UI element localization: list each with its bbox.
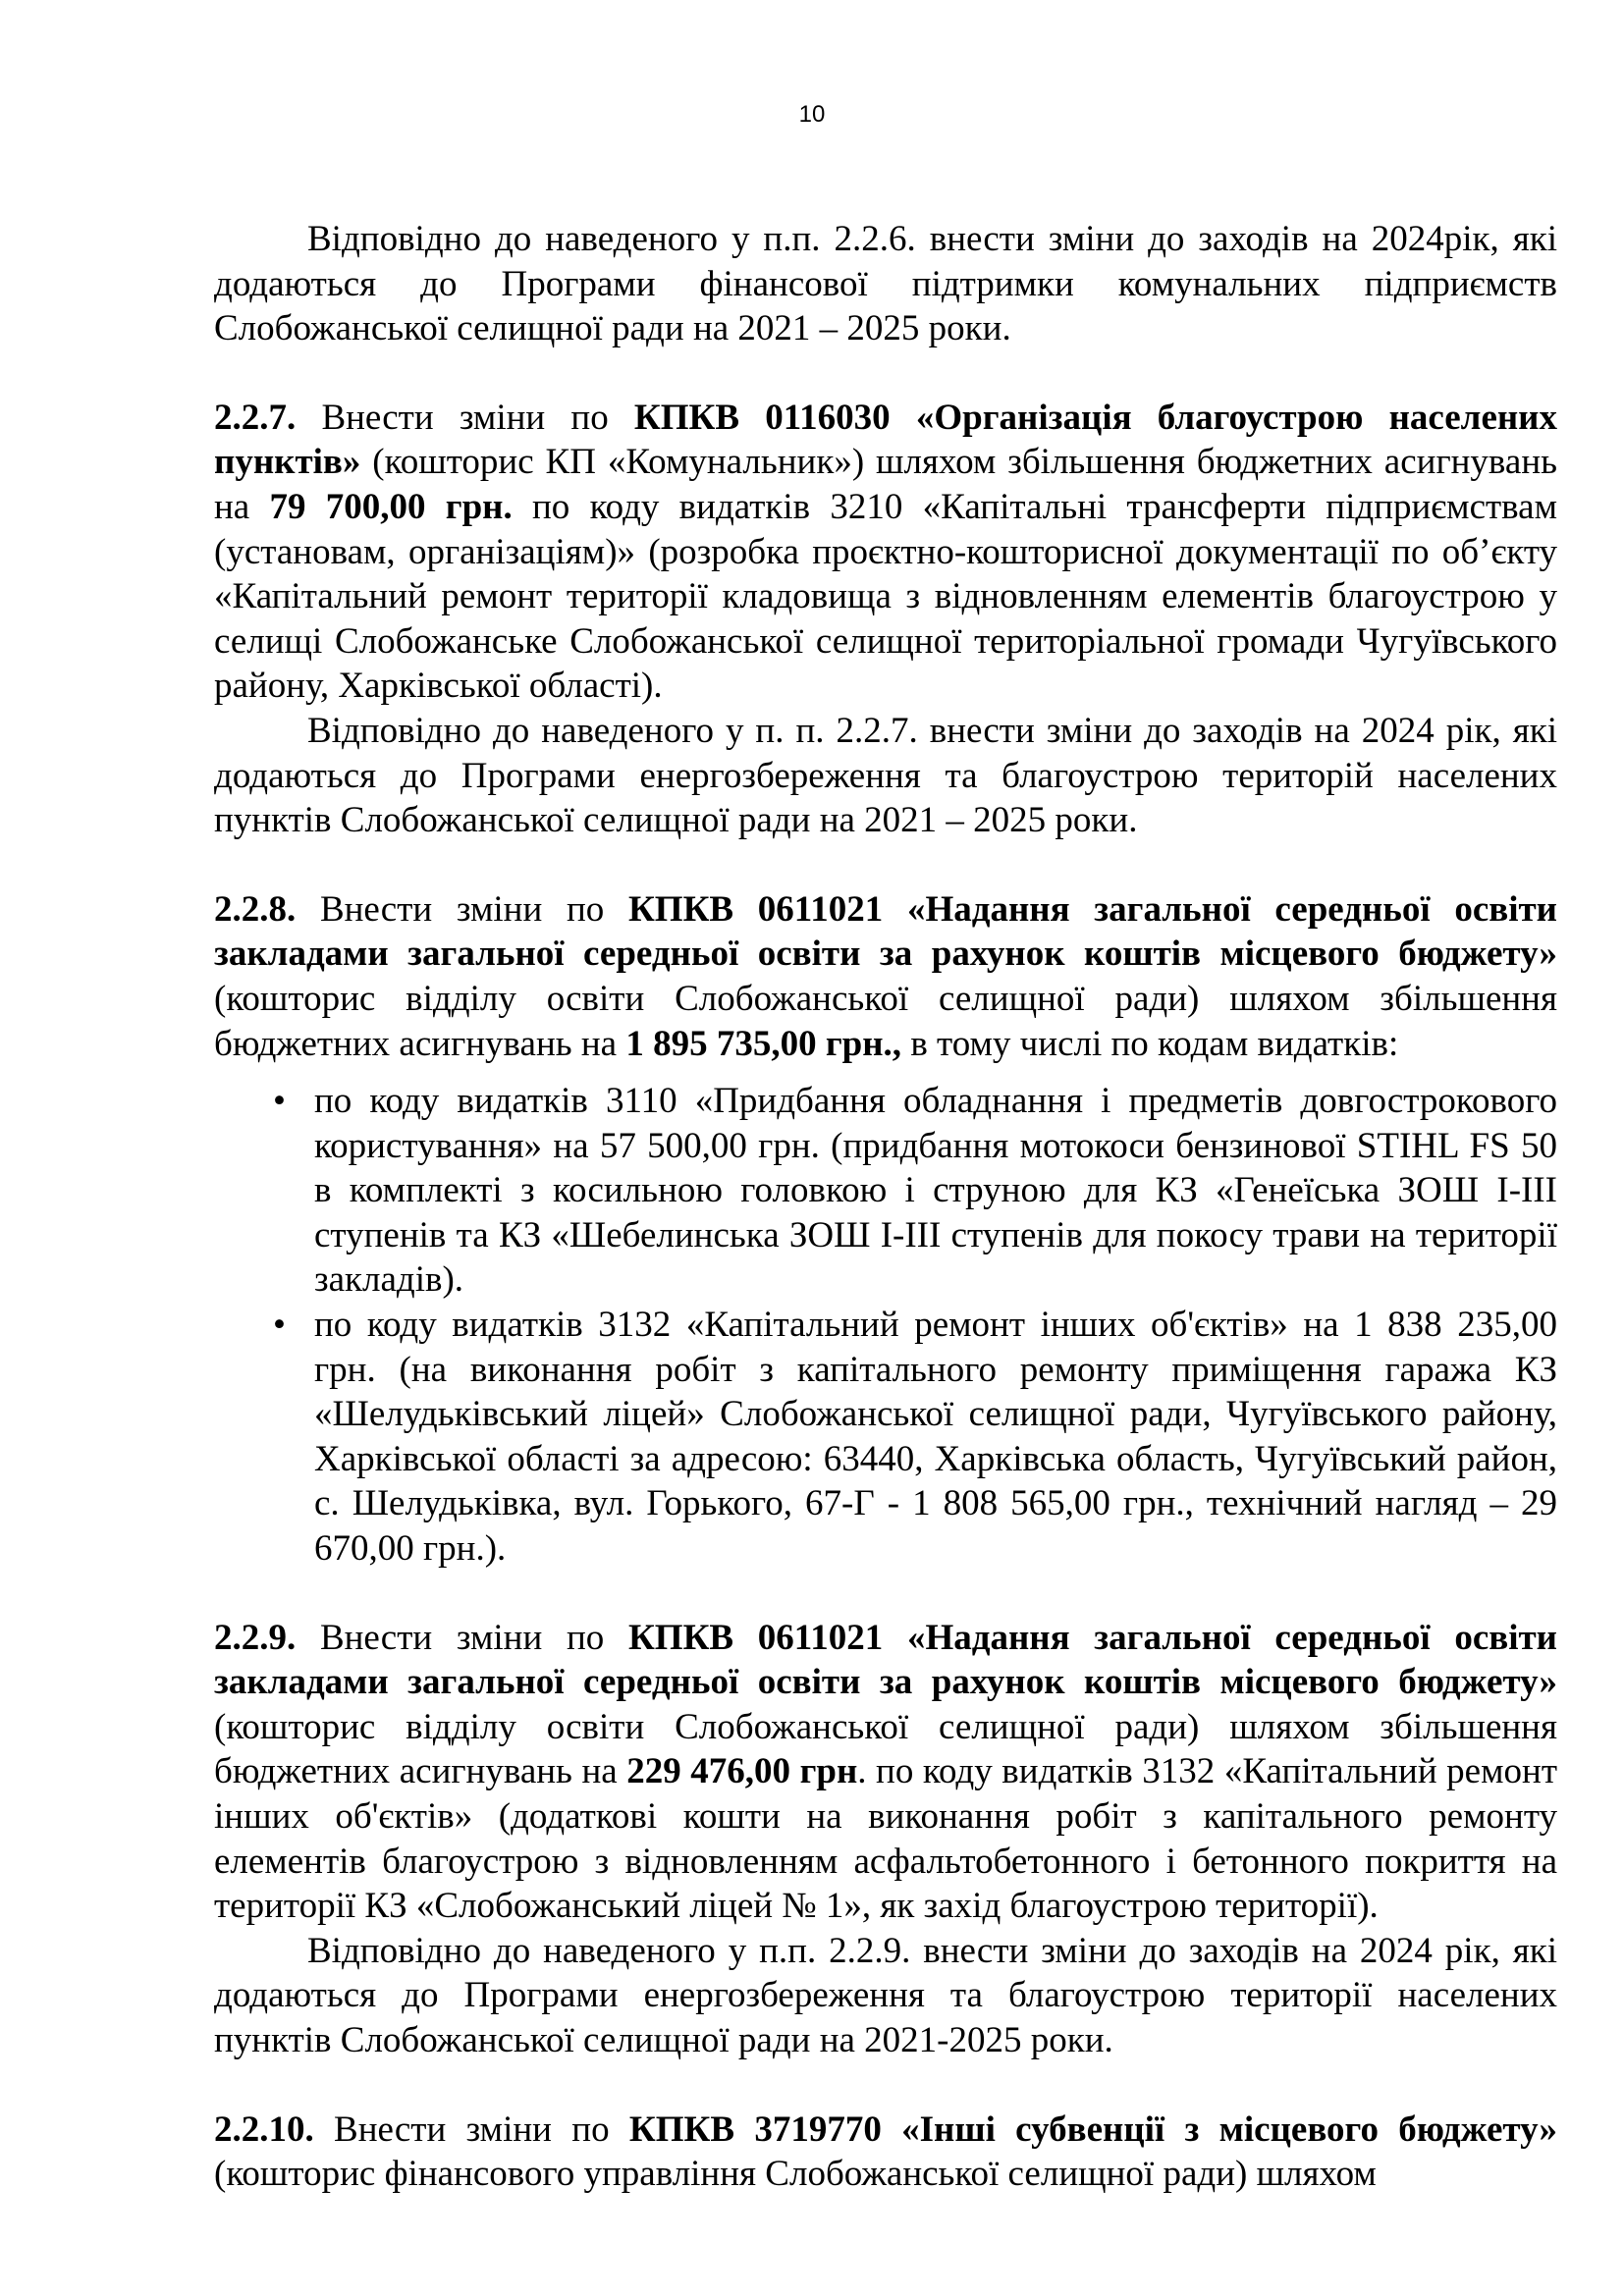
- paragraph-text: в тому числі по кодам видатків:: [901, 1023, 1399, 1064]
- paragraph-2-2-8: [214, 887, 1557, 1066]
- paragraph-text: (кошторис КП «Комунальник») шляхом збільшення бюджетних асигнувань на: [214, 442, 1557, 527]
- list-item: • по коду видатків 3132 «Капітальний ремонт інших об'єктів» на 1 838 235,00 грн. (на виконання робіт з капітального ремонту приміщення гаража КЗ «Шелудьківський ліцей» Слобожанської селищної ради, Чугуївського району, Харківської області за адресою: 63440, Харківська область, Чугуївський район, с. Шелудьківка, вул. Горького, 67-Г - 1 808 565,00 грн., технічний нагляд – 29 670,00 грн.).: [314, 1303, 1557, 1572]
- paragraph-text: (кошторис фінансового управління Слобожанської селищної ради) шляхом: [214, 2154, 1377, 2195]
- paragraph-2-2-10: [214, 2108, 1557, 2197]
- paragraph-2-2-9: [214, 1616, 1557, 1929]
- budget-code: КПКВ 3719770 «Інші субвенції з місцевого бюджету»: [628, 2109, 1557, 2150]
- amount: 79 700,00 грн.: [269, 486, 513, 527]
- paragraph-text: по коду видатків 3210 «Капітальні трансферти підприємствам (установам, організаціям)» (розробка проєктно-кошторисної документації по об’єкту «Капітальний ремонт території кладовища з відновленням елементів благоустрою у селищі Слобожанське Слобожанської селищної територіальної громади Чугуївського району, Харківської області).: [214, 486, 1557, 707]
- paragraph-text: Внести зміни по: [296, 888, 628, 930]
- document-body: [214, 217, 1557, 2197]
- paragraph-text: Внести зміни по: [296, 397, 634, 438]
- paragraph-2-2-9-reference: Відповідно до наведеного у п.п. 2.2.9. внести зміни до заходів на 2024 рік, які додаються до Програми енергозбереження та благоустрою території населених пунктів Слобожанської селищної ради на 2021-2025 роки.: [214, 1930, 1557, 2060]
- paragraph-2-2-7: [214, 396, 1557, 709]
- paragraph-2-2-6-reference: Відповідно до наведеного у п.п. 2.2.6. внести зміни до заходів на 2024рік, які додаються до Програми фінансової підтримки комунальних підприємств Слобожанської селищної ради на 2021 – 2025 роки.: [214, 219, 1557, 349]
- section-number: 2.2.7.: [214, 397, 297, 438]
- section-number: 2.2.9.: [214, 1617, 297, 1658]
- section-number: 2.2.8.: [214, 888, 297, 930]
- expense-code-list: [214, 1079, 1557, 1572]
- section-number: 2.2.10.: [214, 2109, 314, 2150]
- paragraph-text: (кошторис відділу освіти Слобожанської селищної ради) шляхом збільшення бюджетних асигнувань на: [214, 978, 1557, 1064]
- paragraph-2-2-7-reference: Відповідно до наведеного у п. п. 2.2.7. внести зміни до заходів на 2024 рік, які додаються до Програми енергозбереження та благоустрою територій населених пунктів Слобожанської селищної ради на 2021 – 2025 роки.: [214, 710, 1557, 841]
- paragraph-text: (кошторис відділу освіти Слобожанської селищної ради) шляхом збільшення бюджетних асигнувань на: [214, 1706, 1557, 1792]
- paragraph-text: Внести зміни по: [313, 2109, 629, 2150]
- amount: 229 476,00 грн: [626, 1751, 858, 1792]
- paragraph-text: . по коду видатків 3132 «Капітальний ремонт інших об'єктів» (додаткові кошти на виконання робіт з капітального ремонту елементів благоустрою з відновленням асфальтобетонного і бетонного покриття на території КЗ «Слобожанський ліцей № 1», як захід благоустрою території).: [214, 1751, 1557, 1927]
- budget-code: КПКВ 0611021 «Надання загальної середньої освіти закладами загальної середньої освіти за рахунок коштів місцевого бюджету»: [214, 1617, 1557, 1703]
- budget-code: КПКВ 0611021 «Надання загальної середньої освіти закладами загальної середньої освіти за рахунок коштів місцевого бюджету»: [214, 888, 1557, 975]
- page-number: 10: [798, 101, 826, 128]
- amount: 1 895 735,00 грн.,: [625, 1023, 902, 1064]
- budget-code: КПКВ 0116030 «Організація благоустрою населених пунктів»: [214, 397, 1557, 483]
- list-item: • по коду видатків 3110 «Придбання обладнання і предметів довгострокового користування» на 57 500,00 грн. (придбання мотокоси бензинової STIHL FS 50 в комплекті з косильною головкою і струною для КЗ «Генеїська ЗОШ І-ІІІ ступенів та КЗ «Шебелинська ЗОШ І-ІІІ ступенів для покосу трави на території закладів).: [314, 1079, 1557, 1303]
- paragraph-text: Внести зміни по: [296, 1617, 628, 1658]
